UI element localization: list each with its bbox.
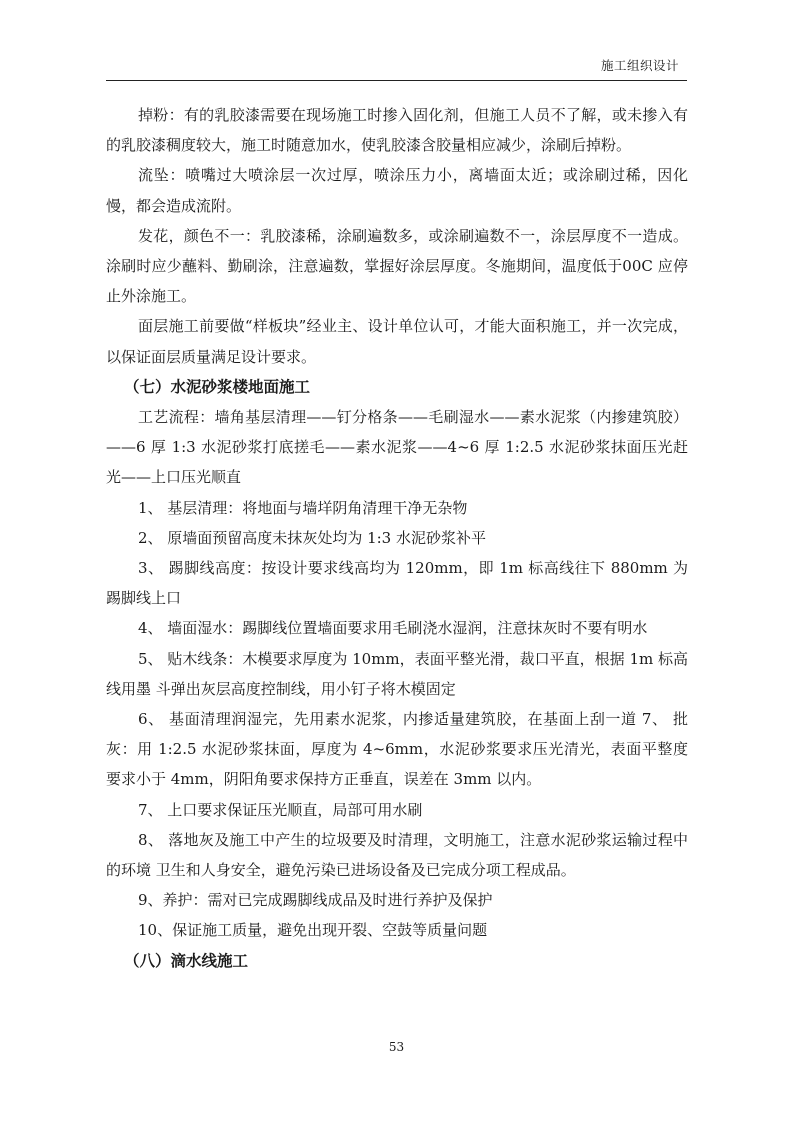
list-item: 1、 基层清理：将地面与墙垟阴角清理干净无杂物 <box>138 498 468 517</box>
document-body <box>106 100 688 976</box>
section-heading-8: （八）滴水线施工 <box>124 950 249 970</box>
paragraph-mottling: 发花，颜色不一：乳胶漆稀，涂刷遍数多，或涂刷遍数不一，涂层厚度不一造成。涂刷时应少蘸料、勤刷涂，注意遍数，掌握好涂层厚度。冬施期间，温度低于00C 应停止外涂施工。 <box>106 226 688 306</box>
page-number: 53 <box>388 1040 405 1054</box>
list-item: 6、 基面清理润湿完，先用素水泥浆，内掺适量建筑胶，在基面上刮一道 7、 批灰：用 1:2.5 水泥砂浆抹面，厚度为 4~6mm，水泥砂浆要求压光清光，表面平整度 要求小于 4mm，阴阳角要求保持方正垂直，误差在 3mm 以内。 <box>106 710 688 789</box>
header-title: 施工组织设计 <box>600 58 679 73</box>
paragraph-sagging: 流坠：喷嘴过大喷涂层一次过厚，喷涂压力小，离墙面太近；或涂刷过稀，因化慢，都会造成流附。 <box>106 166 688 215</box>
list-item: 3、 踢脚线高度：按设计要求线高均为 120mm，即 1m 标高线往下 880mm 为踢脚线上口 <box>106 559 688 608</box>
paragraph-sample-panel: 面层施工前要做“样板块”经业主、设计单位认可，才能大面积施工，并一次完成，以保证面层质量满足设计要求。 <box>106 317 688 366</box>
list-item: 8、 落地灰及施工中产生的垃圾要及时清理，文明施工，注意水泥砂浆运输过程中的环境 卫生和人身安全，避免污染已进场设备及已完成分项工程成品。 <box>106 830 688 880</box>
list-item: 7、 上口要求保证压光顺直，局部可用水刷 <box>138 800 423 819</box>
section-heading-7: （七）水泥砂浆楼地面施工 <box>124 376 311 396</box>
list-item: 4、 墙面湿水：踢脚线位置墙面要求用毛刷浇水湿润，注意抹灰时不要有明水 <box>138 619 648 638</box>
header-divider <box>106 80 687 81</box>
list-item: 10、保证施工质量，避免出现开裂、空鼓等质量问题 <box>138 921 488 940</box>
process-flow: 工艺流程：墙角基层清理——钉分格条——毛刷湿水——素水泥浆（内掺建筑胶）——6 厚 1:3 水泥砂浆打底搓毛——素水泥浆——4~6 厚 1:2.5 水泥砂浆抹面压光赶光——上口压光顺直 <box>106 408 688 487</box>
paragraph-chalking: 掉粉：有的乳胶漆需要在现场施工时掺入固化剂，但施工人员不了解，或未掺入有的乳胶漆稠度较大，施工时随意加水，使乳胶漆含胶量相应减少，涂刷后掉粉。 <box>106 106 688 155</box>
list-item: 9、养护：需对已完成踢脚线成品及时进行养护及保护 <box>138 891 493 910</box>
list-item: 5、 贴木线条：木模要求厚度为 10mm，表面平整光滑，裁口平直，根据 1m 标高线用墨 斗弹出灰层高度控制线，用小钉子将木模固定 <box>106 649 688 698</box>
list-item: 2、 原墙面预留高度未抹灰处均为 1:3 水泥砂浆补平 <box>138 528 486 547</box>
